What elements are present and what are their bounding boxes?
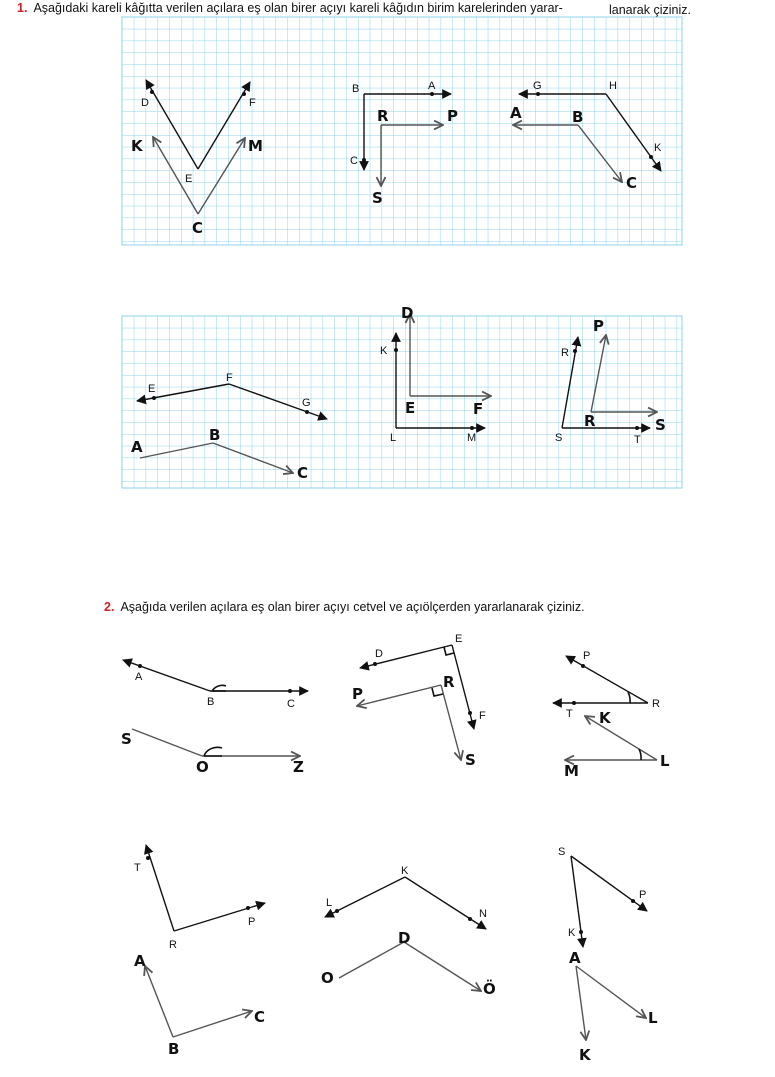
- label-c2: C: [350, 155, 358, 167]
- label-q2-f: F: [479, 710, 486, 722]
- question-2-number: 2.: [104, 600, 115, 614]
- label-q2-l2: L: [326, 897, 333, 909]
- label-q2-o2: O: [321, 969, 334, 987]
- angle-prs-q2: [357, 685, 461, 760]
- label-q2-a: A: [135, 671, 143, 683]
- label-g: G: [533, 80, 542, 92]
- angle-abc-q2-row2: [145, 966, 252, 1037]
- grid-area-1: [122, 17, 682, 245]
- question-2-text: Aşağıda verilen açılara eş olan birer açıyı cetvel ve açıölçerden yararlanarak çiziniz.: [120, 600, 585, 614]
- label-a2: A: [510, 104, 522, 122]
- angle-lkn: [325, 877, 486, 929]
- label-q2-c: C: [287, 698, 295, 710]
- label-q2-p: P: [352, 685, 363, 703]
- label-d: D: [141, 97, 149, 109]
- label-r2: R: [561, 347, 569, 359]
- label-q2-r3: R: [169, 939, 177, 951]
- label-r: R: [377, 107, 389, 125]
- question-1-text: Aşağıdaki kareli kâğıtta verilen açılara eş olan birer açıyı kareli kâğıdın birim karelerinden yarar-: [33, 1, 563, 15]
- label-s3: S: [655, 416, 666, 434]
- label-c: C: [192, 219, 204, 237]
- label-m: M: [248, 137, 263, 155]
- label-s2: S: [555, 432, 563, 444]
- label-q2-t: T: [566, 708, 573, 720]
- question-1-number: 1.: [17, 1, 28, 15]
- label-q2-b: B: [207, 696, 215, 708]
- label-h: H: [609, 80, 617, 92]
- label-f3: F: [473, 400, 484, 418]
- angle-alk: [576, 966, 646, 1040]
- label-q2-b2: B: [168, 1040, 180, 1058]
- label-s: S: [372, 189, 383, 207]
- label-m2: M: [467, 432, 477, 444]
- label-e: E: [185, 173, 193, 185]
- label-k: K: [131, 137, 143, 155]
- label-q2-d: D: [375, 648, 383, 660]
- label-e2: E: [148, 383, 156, 395]
- angle-abc-q2: [123, 660, 308, 693]
- label-e3: E: [405, 399, 416, 417]
- label-q2-d2: D: [398, 929, 411, 947]
- label-a: A: [428, 80, 436, 92]
- label-q2-ouml: Ö: [483, 980, 496, 998]
- label-k3: K: [380, 345, 388, 357]
- label-b: B: [352, 83, 360, 95]
- label-k2: K: [654, 142, 662, 154]
- label-l: L: [390, 432, 397, 444]
- angle-klm-q2: [565, 716, 657, 760]
- label-q2-z: Z: [293, 758, 304, 776]
- label-q2-n: N: [479, 908, 487, 920]
- label-p2: P: [593, 317, 604, 335]
- label-q2-s3: S: [558, 846, 566, 858]
- label-t: T: [634, 434, 641, 446]
- label-q2-k: K: [599, 709, 611, 727]
- label-q2-a3: A: [569, 949, 581, 967]
- label-f2: F: [226, 372, 233, 384]
- label-q2-s2: S: [465, 751, 476, 769]
- angle-odo: [339, 942, 481, 991]
- label-q2-k2: K: [401, 865, 409, 877]
- label-q2-p3: P: [248, 916, 256, 928]
- angle-spk: [571, 856, 647, 947]
- label-q2-s: S: [121, 730, 132, 748]
- label-q2-m: M: [564, 762, 579, 780]
- question-1-text-tail: lanarak çiziniz.: [609, 3, 691, 17]
- label-q2-p2: P: [583, 650, 591, 662]
- label-d2: D: [401, 304, 414, 322]
- label-p: P: [447, 107, 458, 125]
- label-a3: A: [131, 438, 143, 456]
- label-q2-l: L: [660, 752, 670, 770]
- angle-prt: [553, 656, 648, 705]
- label-q2-k4: K: [579, 1046, 591, 1064]
- label-q2-t2: T: [134, 862, 141, 874]
- label-r3: R: [584, 412, 596, 430]
- label-q2-r2: R: [652, 698, 660, 710]
- label-g2: G: [302, 397, 311, 409]
- label-q2-l3: L: [648, 1009, 658, 1027]
- label-q2-e: E: [455, 633, 463, 645]
- grid-area-2: [122, 316, 682, 488]
- label-b2: B: [572, 108, 584, 126]
- label-q2-k3: K: [568, 927, 576, 939]
- label-q2-p4: P: [639, 889, 647, 901]
- label-q2-o: O: [196, 758, 209, 776]
- label-q2-r: R: [443, 673, 455, 691]
- angle-soz: [132, 729, 300, 756]
- label-b3: B: [209, 426, 221, 444]
- label-q2-a2: A: [134, 952, 146, 970]
- label-f: F: [249, 97, 256, 109]
- label-q2-c2: C: [254, 1008, 266, 1026]
- label-c4: C: [297, 464, 309, 482]
- label-c3: C: [626, 174, 638, 192]
